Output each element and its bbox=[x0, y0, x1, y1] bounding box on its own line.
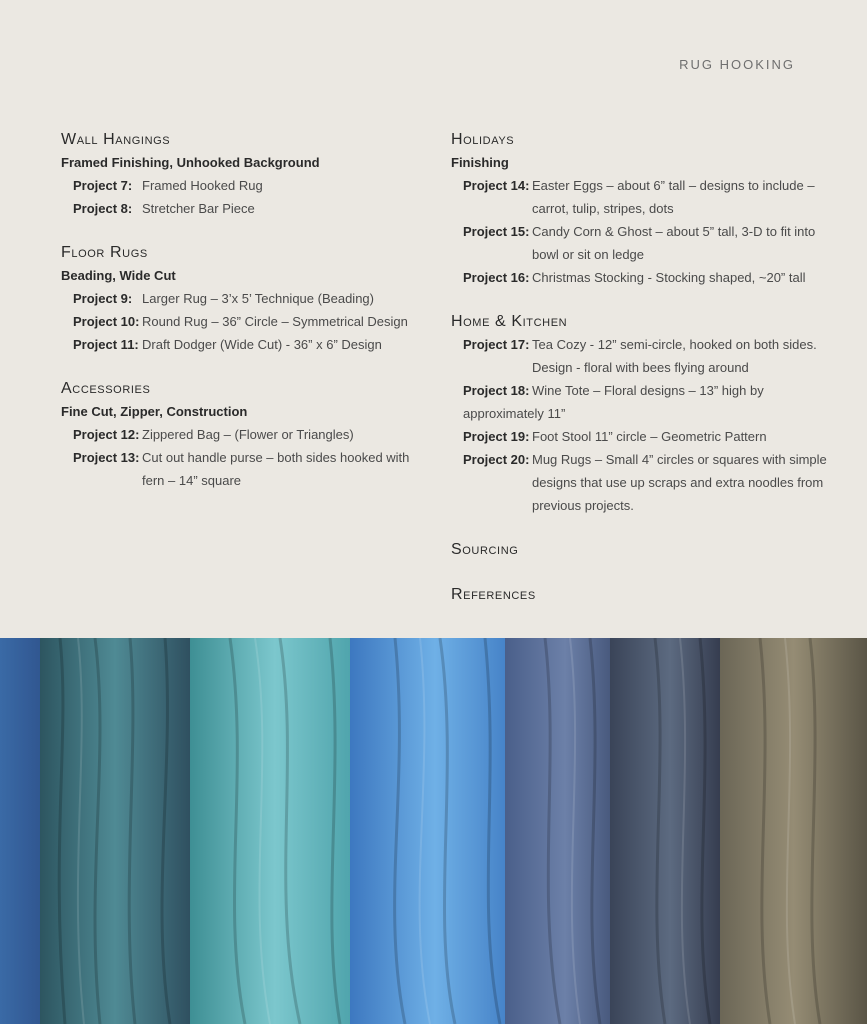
project-item bbox=[61, 197, 431, 220]
section-subtitle: Finishing bbox=[451, 155, 509, 170]
project-item bbox=[451, 448, 841, 517]
project-description: Easter Eggs – about 6” tall – designs to include – carrot, tulip, stripes, dots bbox=[532, 178, 815, 216]
section-title: Wall Hangings bbox=[61, 131, 171, 148]
project-label: Project 8: bbox=[73, 201, 133, 216]
project-description: Framed Hooked Rug bbox=[142, 178, 263, 193]
project-item bbox=[451, 266, 841, 289]
project-label: Project 17: bbox=[463, 337, 530, 352]
wool-strips-illustration bbox=[0, 638, 867, 1024]
section-references: References bbox=[451, 586, 536, 603]
section-subtitle: Beading, Wide Cut bbox=[61, 268, 176, 283]
section-holidays bbox=[451, 128, 841, 289]
page-header: RUG HOOKING bbox=[679, 57, 795, 72]
project-label: Project 18: bbox=[463, 383, 530, 398]
project-description: Candy Corn & Ghost – about 5” tall, 3-D to fit into bowl or sit on ledge bbox=[532, 224, 816, 262]
section-title: Holidays bbox=[451, 131, 515, 148]
project-label: Project 14: bbox=[463, 178, 530, 193]
project-description: Zippered Bag – (Flower or Triangles) bbox=[142, 427, 354, 442]
project-description: Stretcher Bar Piece bbox=[142, 201, 255, 216]
project-item bbox=[61, 174, 431, 197]
project-label: Project 7: bbox=[73, 178, 133, 193]
right-column bbox=[451, 128, 841, 628]
wool-strips-photo bbox=[0, 638, 867, 1024]
section-subtitle: Framed Finishing, Unhooked Background bbox=[61, 155, 320, 170]
section-subtitle: Fine Cut, Zipper, Construction bbox=[61, 404, 248, 419]
project-label: Project 19: bbox=[463, 429, 530, 444]
project-description: Mug Rugs – Small 4” circles or squares with simple designs that use up scraps and extra noodles from previous projects. bbox=[532, 452, 827, 513]
project-description: Foot Stool 11” circle – Geometric Pattern bbox=[532, 429, 767, 444]
project-label: Project 10: bbox=[73, 314, 140, 329]
project-label: Project 15: bbox=[463, 224, 530, 239]
section-title: Home & Kitchen bbox=[451, 313, 568, 330]
project-description: Tea Cozy - 12” semi-circle, hooked on both sides. Design - floral with bees flying around bbox=[532, 337, 817, 375]
section-sourcing: Sourcing bbox=[451, 541, 519, 558]
project-description: Cut out handle purse – both sides hooked with fern – 14” square bbox=[142, 450, 410, 488]
section-accessories bbox=[61, 377, 431, 492]
project-item bbox=[61, 423, 431, 446]
project-item bbox=[451, 220, 841, 266]
project-description: Draft Dodger (Wide Cut) - 36” x 6” Design bbox=[142, 337, 382, 352]
project-item bbox=[451, 425, 841, 448]
project-item bbox=[61, 333, 431, 356]
section-title: Floor Rugs bbox=[61, 244, 148, 261]
left-column bbox=[61, 128, 431, 513]
section-home-kitchen bbox=[451, 310, 841, 517]
project-description: Round Rug – 36” Circle – Symmetrical Design bbox=[142, 314, 408, 329]
project-label: Project 13: bbox=[73, 450, 140, 465]
project-item bbox=[61, 310, 431, 333]
project-item bbox=[61, 446, 431, 492]
project-label: Project 11: bbox=[73, 337, 139, 352]
project-label: Project 12: bbox=[73, 427, 140, 442]
project-label: Project 16: bbox=[463, 270, 530, 285]
project-label: Project 9: bbox=[73, 291, 133, 306]
project-description: Christmas Stocking - Stocking shaped, ~20” tall bbox=[532, 270, 806, 285]
project-item bbox=[61, 287, 431, 310]
project-description: Wine Tote – Floral designs – 13” high by approximately 11” bbox=[463, 383, 764, 421]
project-item bbox=[451, 379, 841, 425]
project-description: Larger Rug – 3’x 5’ Technique (Beading) bbox=[142, 291, 374, 306]
project-item bbox=[451, 174, 841, 220]
section-title: Accessories bbox=[61, 380, 151, 397]
section-floor-rugs bbox=[61, 241, 431, 356]
project-item bbox=[451, 333, 841, 379]
project-label: Project 20: bbox=[463, 452, 530, 467]
section-wall-hangings bbox=[61, 128, 431, 220]
